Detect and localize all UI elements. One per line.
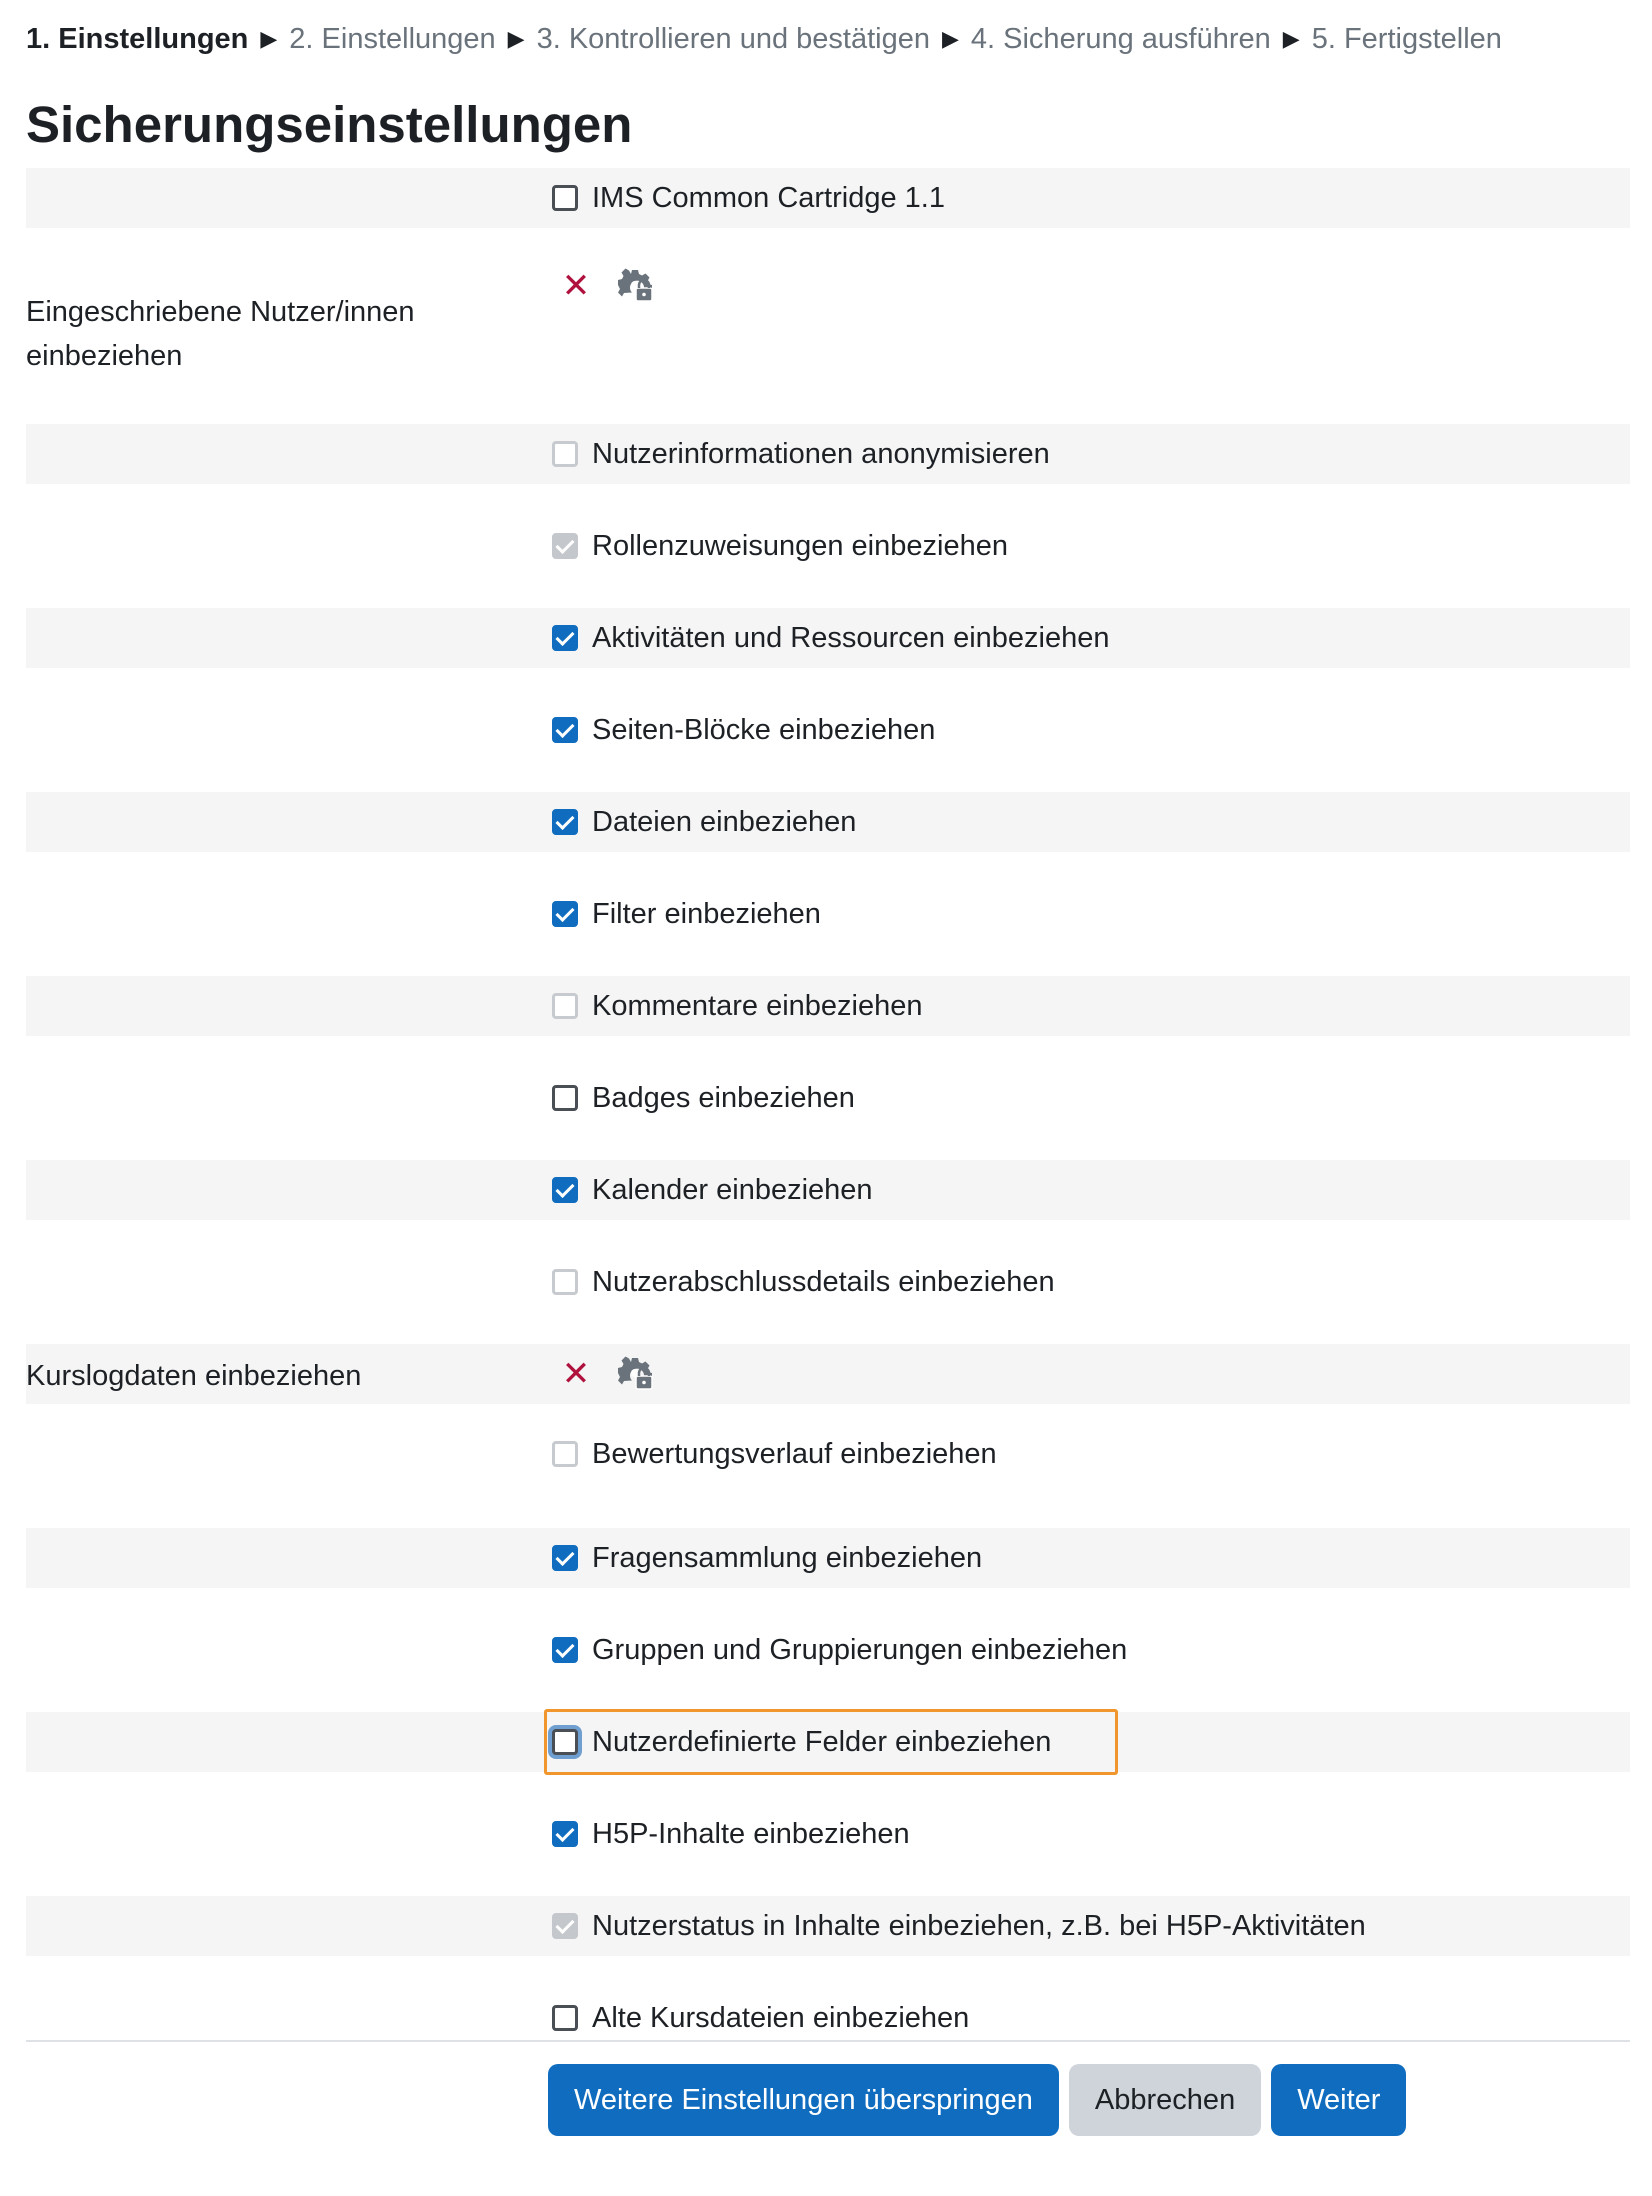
setting-row <box>26 1528 1630 1588</box>
gear-lock-icon <box>618 268 654 304</box>
setting-row <box>26 884 1630 976</box>
blocks-option[interactable] <box>548 706 935 754</box>
question-bank-label: Fragensammlung einbeziehen <box>592 1541 983 1574</box>
skip-settings-button[interactable]: Weitere Einstellungen überspringen <box>548 2064 1059 2136</box>
role-assignments-checkbox[interactable] <box>552 533 578 559</box>
anonymize-checkbox[interactable] <box>552 441 578 467</box>
breadcrumb-step-2: 2. Einstellungen <box>289 22 496 55</box>
course-logs-status <box>548 1348 654 1400</box>
question-bank-checkbox[interactable] <box>552 1545 578 1571</box>
anonymize-option[interactable] <box>548 430 1050 478</box>
backup-settings-form <box>26 168 1630 2080</box>
files-checkbox[interactable] <box>552 809 578 835</box>
setting-row <box>26 792 1630 852</box>
groups-checkbox[interactable] <box>552 1637 578 1663</box>
files-option[interactable] <box>548 798 856 846</box>
content-bank-user-state-label: Nutzerstatus in Inhalte einbeziehen, z.B. bei H5P-Aktivitäten <box>592 1909 1366 1942</box>
filters-checkbox[interactable] <box>552 901 578 927</box>
form-divider <box>26 2040 1630 2042</box>
setting-row-course-logs <box>26 1344 1630 1404</box>
grade-history-checkbox[interactable] <box>552 1441 578 1467</box>
custom-fields-option[interactable] <box>548 1718 1051 1766</box>
comments-checkbox[interactable] <box>552 993 578 1019</box>
grade-history-option[interactable] <box>548 1430 997 1478</box>
comments-label: Kommentare einbeziehen <box>592 989 923 1022</box>
breadcrumb-separator: ▶ <box>941 26 959 51</box>
h5p-content-option[interactable] <box>548 1810 910 1858</box>
comments-option[interactable] <box>548 982 922 1030</box>
files-label: Dateien einbeziehen <box>592 805 857 838</box>
filters-label: Filter einbeziehen <box>592 897 821 930</box>
legacy-files-option[interactable] <box>548 1994 969 2042</box>
setting-row-enrolled-users <box>26 260 1630 424</box>
groups-label: Gruppen und Gruppierungen einbeziehen <box>592 1633 1128 1666</box>
ims-common-cartridge-option[interactable] <box>548 174 945 222</box>
setting-row <box>26 1160 1630 1220</box>
breadcrumb-step-4: 4. Sicherung ausführen <box>970 22 1271 55</box>
breadcrumb-separator: ▶ <box>1282 26 1300 51</box>
breadcrumb <box>26 18 1502 60</box>
enrolled-users-label: Eingeschriebene Nutzer/innen einbeziehen <box>26 296 415 372</box>
custom-fields-checkbox[interactable] <box>552 1729 578 1755</box>
cancel-button[interactable]: Abbrechen <box>1069 2064 1261 2136</box>
breadcrumb-separator: ▶ <box>260 26 278 51</box>
enrolled-users-status <box>548 260 654 312</box>
setting-row <box>26 168 1630 228</box>
setting-row <box>26 608 1630 668</box>
role-assignments-label: Rollenzuweisungen einbeziehen <box>592 529 1008 562</box>
content-bank-user-state-option[interactable] <box>548 1902 1366 1950</box>
anonymize-label: Nutzerinformationen anonymisieren <box>592 437 1050 470</box>
activities-checkbox[interactable] <box>552 625 578 651</box>
x-icon: ✕ <box>561 267 591 305</box>
blocks-label: Seiten-Blöcke einbeziehen <box>592 713 936 746</box>
form-actions <box>548 2064 1406 2136</box>
setting-row <box>26 700 1630 792</box>
setting-row <box>26 976 1630 1036</box>
breadcrumb-step-1: 1. Einstellungen <box>26 22 249 55</box>
question-bank-option[interactable] <box>548 1534 982 1582</box>
user-completion-option[interactable] <box>548 1258 1055 1306</box>
user-completion-checkbox[interactable] <box>552 1269 578 1295</box>
h5p-content-label: H5P-Inhalte einbeziehen <box>592 1817 910 1850</box>
activities-label: Aktivitäten und Ressourcen einbeziehen <box>592 621 1110 654</box>
next-button[interactable]: Weiter <box>1271 2064 1406 2136</box>
badges-label: Badges einbeziehen <box>592 1081 855 1114</box>
breadcrumb-step-3: 3. Kontrollieren und bestätigen <box>536 22 930 55</box>
course-logs-label: Kurslogdaten einbeziehen <box>26 1360 362 1392</box>
h5p-content-checkbox[interactable] <box>552 1821 578 1847</box>
setting-row <box>26 1436 1630 1528</box>
legacy-files-label: Alte Kursdateien einbeziehen <box>592 2001 970 2034</box>
setting-row <box>26 516 1630 608</box>
ims-common-cartridge-label: IMS Common Cartridge 1.1 <box>592 181 945 214</box>
groups-option[interactable] <box>548 1626 1127 1674</box>
x-icon: ✕ <box>561 1355 591 1393</box>
calendar-option[interactable] <box>548 1166 873 1214</box>
activities-option[interactable] <box>548 614 1110 662</box>
setting-row <box>26 1068 1630 1160</box>
page-title: Sicherungseinstellungen <box>26 96 633 153</box>
content-bank-user-state-checkbox[interactable] <box>552 1913 578 1939</box>
setting-row <box>26 424 1630 484</box>
badges-checkbox[interactable] <box>552 1085 578 1111</box>
badges-option[interactable] <box>548 1074 855 1122</box>
setting-row <box>26 1712 1630 1772</box>
setting-row <box>26 1896 1630 1956</box>
breadcrumb-step-5: 5. Fertigstellen <box>1311 22 1502 55</box>
setting-row <box>26 1252 1630 1344</box>
calendar-label: Kalender einbeziehen <box>592 1173 873 1206</box>
gear-lock-icon <box>618 1356 654 1392</box>
user-completion-label: Nutzerabschlussdetails einbeziehen <box>592 1265 1055 1298</box>
setting-row <box>26 1620 1630 1712</box>
role-assignments-option[interactable] <box>548 522 1008 570</box>
grade-history-label: Bewertungsverlauf einbeziehen <box>592 1437 997 1470</box>
blocks-checkbox[interactable] <box>552 717 578 743</box>
breadcrumb-separator: ▶ <box>507 26 525 51</box>
legacy-files-checkbox[interactable] <box>552 2005 578 2031</box>
ims-common-cartridge-checkbox[interactable] <box>552 185 578 211</box>
setting-row <box>26 1804 1630 1896</box>
custom-fields-label: Nutzerdefinierte Felder einbeziehen <box>592 1725 1052 1758</box>
calendar-checkbox[interactable] <box>552 1177 578 1203</box>
filters-option[interactable] <box>548 890 821 938</box>
